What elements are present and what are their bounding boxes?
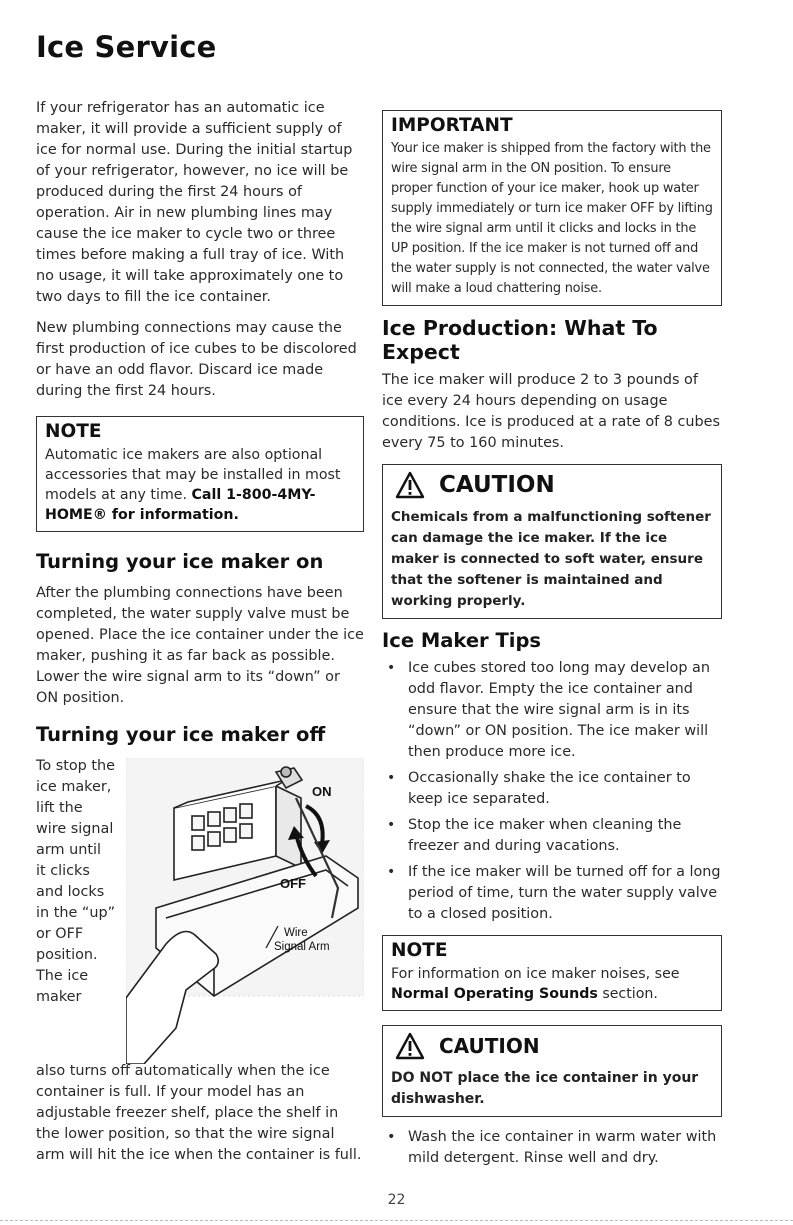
page-title: Ice Service [36, 30, 217, 64]
caution-text: DO NOT place the ice container in your dishwasher. [391, 1070, 699, 1107]
turn-off-wrap-text [36, 756, 122, 1008]
note-title: NOTE [391, 940, 448, 961]
note-text-plain: For information on ice maker noises, see [391, 966, 680, 982]
tip-text: Wash the ice container in warm water with mild detergent. Rinse well and dry. [408, 1129, 717, 1166]
note-text-bold: Call 1-800-4MY-HOME® for information. [45, 487, 316, 523]
wrap-line: and locks [36, 884, 105, 900]
ice-production-paragraph: The ice maker will produce 2 to 3 pounds of ice every 24 hours depending on usage conditions. Ice is produced at a rate of 8 cubes every 75 to 160 minutes. [382, 372, 721, 451]
tip-text: If the ice maker will be turned off for a long period of time, turn the water supply valve to a closed position. [408, 864, 721, 922]
wrap-line: maker [36, 989, 82, 1005]
warning-triangle-icon [395, 1032, 425, 1060]
bullet-icon: • [387, 864, 396, 880]
wrap-line: it clicks [36, 863, 90, 879]
note-box-optional [36, 416, 364, 532]
wrap-line: To stop the [36, 758, 115, 774]
bullet-icon: • [387, 1129, 396, 1145]
intro-paragraph-1: If your refrigerator has an automatic ice maker, it will provide a sufficient supply of ice for normal use. During the initial startup of your refrigerator, however, no ice will be produced during the first 24 hours of operation. Air in new plumbing lines may cause the ice maker to cycle two or three times before making a full tray of ice. With no usage, it will take approximately one to two days to fill the ice container. [36, 100, 353, 305]
list-item [382, 658, 722, 763]
caution-box-softener [382, 464, 722, 619]
wrap-line: in the “up” [36, 905, 116, 921]
tips-list [382, 658, 722, 925]
list-item [382, 815, 722, 857]
list-item [382, 768, 722, 810]
bullet-icon: • [387, 770, 396, 786]
list-item [382, 1127, 722, 1169]
label-signal-arm: Signal Arm [274, 941, 330, 953]
heading-ice-maker-tips: Ice Maker Tips [382, 629, 542, 652]
note-text-plain: section. [602, 986, 658, 1002]
page-number: 22 [387, 1192, 406, 1208]
caution-box-dishwasher [382, 1025, 722, 1117]
note-title: NOTE [45, 421, 102, 442]
important-title: IMPORTANT [391, 115, 513, 136]
note-text-plain: Automatic ice makers are also optional accessories that may be installed in most models at any time. [45, 447, 341, 503]
tip-text: Stop the ice maker when cleaning the freezer and during vacations. [408, 817, 682, 854]
label-wire: Wire [284, 927, 308, 939]
right-column [382, 98, 722, 1169]
warning-triangle-icon [395, 471, 425, 499]
bullet-icon: • [387, 660, 396, 676]
heading-turn-on: Turning your ice maker on [36, 550, 324, 573]
note-box-noises [382, 935, 722, 1011]
ice-maker-illustration [126, 758, 364, 1064]
intro-paragraph-2: New plumbing connections may cause the first production of ice cubes to be discolored or have an odd flavor. Discard ice made during the first 24 hours. [36, 320, 357, 399]
caution-heading [395, 1032, 713, 1060]
list-item [382, 862, 722, 925]
wrap-line: wire signal [36, 821, 114, 837]
caution-text: Chemicals from a malfunctioning softener can damage the ice maker. If the ice maker is connected to soft water, ensure that the softener is maintained and working properly. [391, 509, 711, 609]
important-box [382, 110, 722, 306]
footer-divider [0, 1220, 793, 1221]
left-column [36, 98, 364, 1176]
note-text [45, 445, 355, 525]
turn-off-figure-area [36, 756, 364, 1071]
wrap-line: lift the [36, 800, 83, 816]
turn-off-paragraph: also turns off automatically when the ice container is full. If your model has an adjustable freezer shelf, place the shelf in the lower position, so that the wire signal arm will hit the ice when the container is full. [36, 1063, 362, 1163]
caution-title: CAUTION [439, 472, 555, 498]
wrap-line: ice maker, [36, 779, 112, 795]
label-off: OFF [280, 876, 306, 891]
wrap-line: arm until [36, 842, 101, 858]
turn-on-paragraph: After the plumbing connections have been completed, the water supply valve must be opened. Place the ice container under the ice maker, pushing it as far back as possible. Lower the wire signal arm to its “down” or ON position. [36, 585, 364, 706]
bullet-icon: • [387, 817, 396, 833]
wrap-line: The ice [36, 968, 89, 984]
note-text [391, 964, 713, 1004]
important-text: Your ice maker is shipped from the factory with the wire signal arm in the ON position. To ensure proper function of your ice maker, hook up water supply immediately or turn ice maker OFF by lifting the wire signal arm until it clicks and locks in the UP position. If the ice maker is not turned off and the water supply is not connected, the water valve will make a loud chattering noise. [391, 141, 713, 296]
wrap-line: or OFF [36, 926, 84, 942]
note-text-bold: Normal Operating Sounds [391, 986, 598, 1002]
label-on: ON [312, 784, 332, 799]
tip-text: Ice cubes stored too long may develop an odd flavor. Empty the ice container and ensure that the wire signal arm is in its “down” or ON position. The ice maker will then produce more ice. [408, 660, 710, 760]
tip-text: Occasionally shake the ice container to keep ice separated. [408, 770, 691, 807]
wrap-line: position. [36, 947, 98, 963]
caution-heading [395, 471, 713, 499]
caution-title: CAUTION [439, 1034, 540, 1058]
heading-turn-off: Turning your ice maker off [36, 723, 326, 746]
heading-ice-production: Ice Production: What To Expect [382, 316, 658, 364]
